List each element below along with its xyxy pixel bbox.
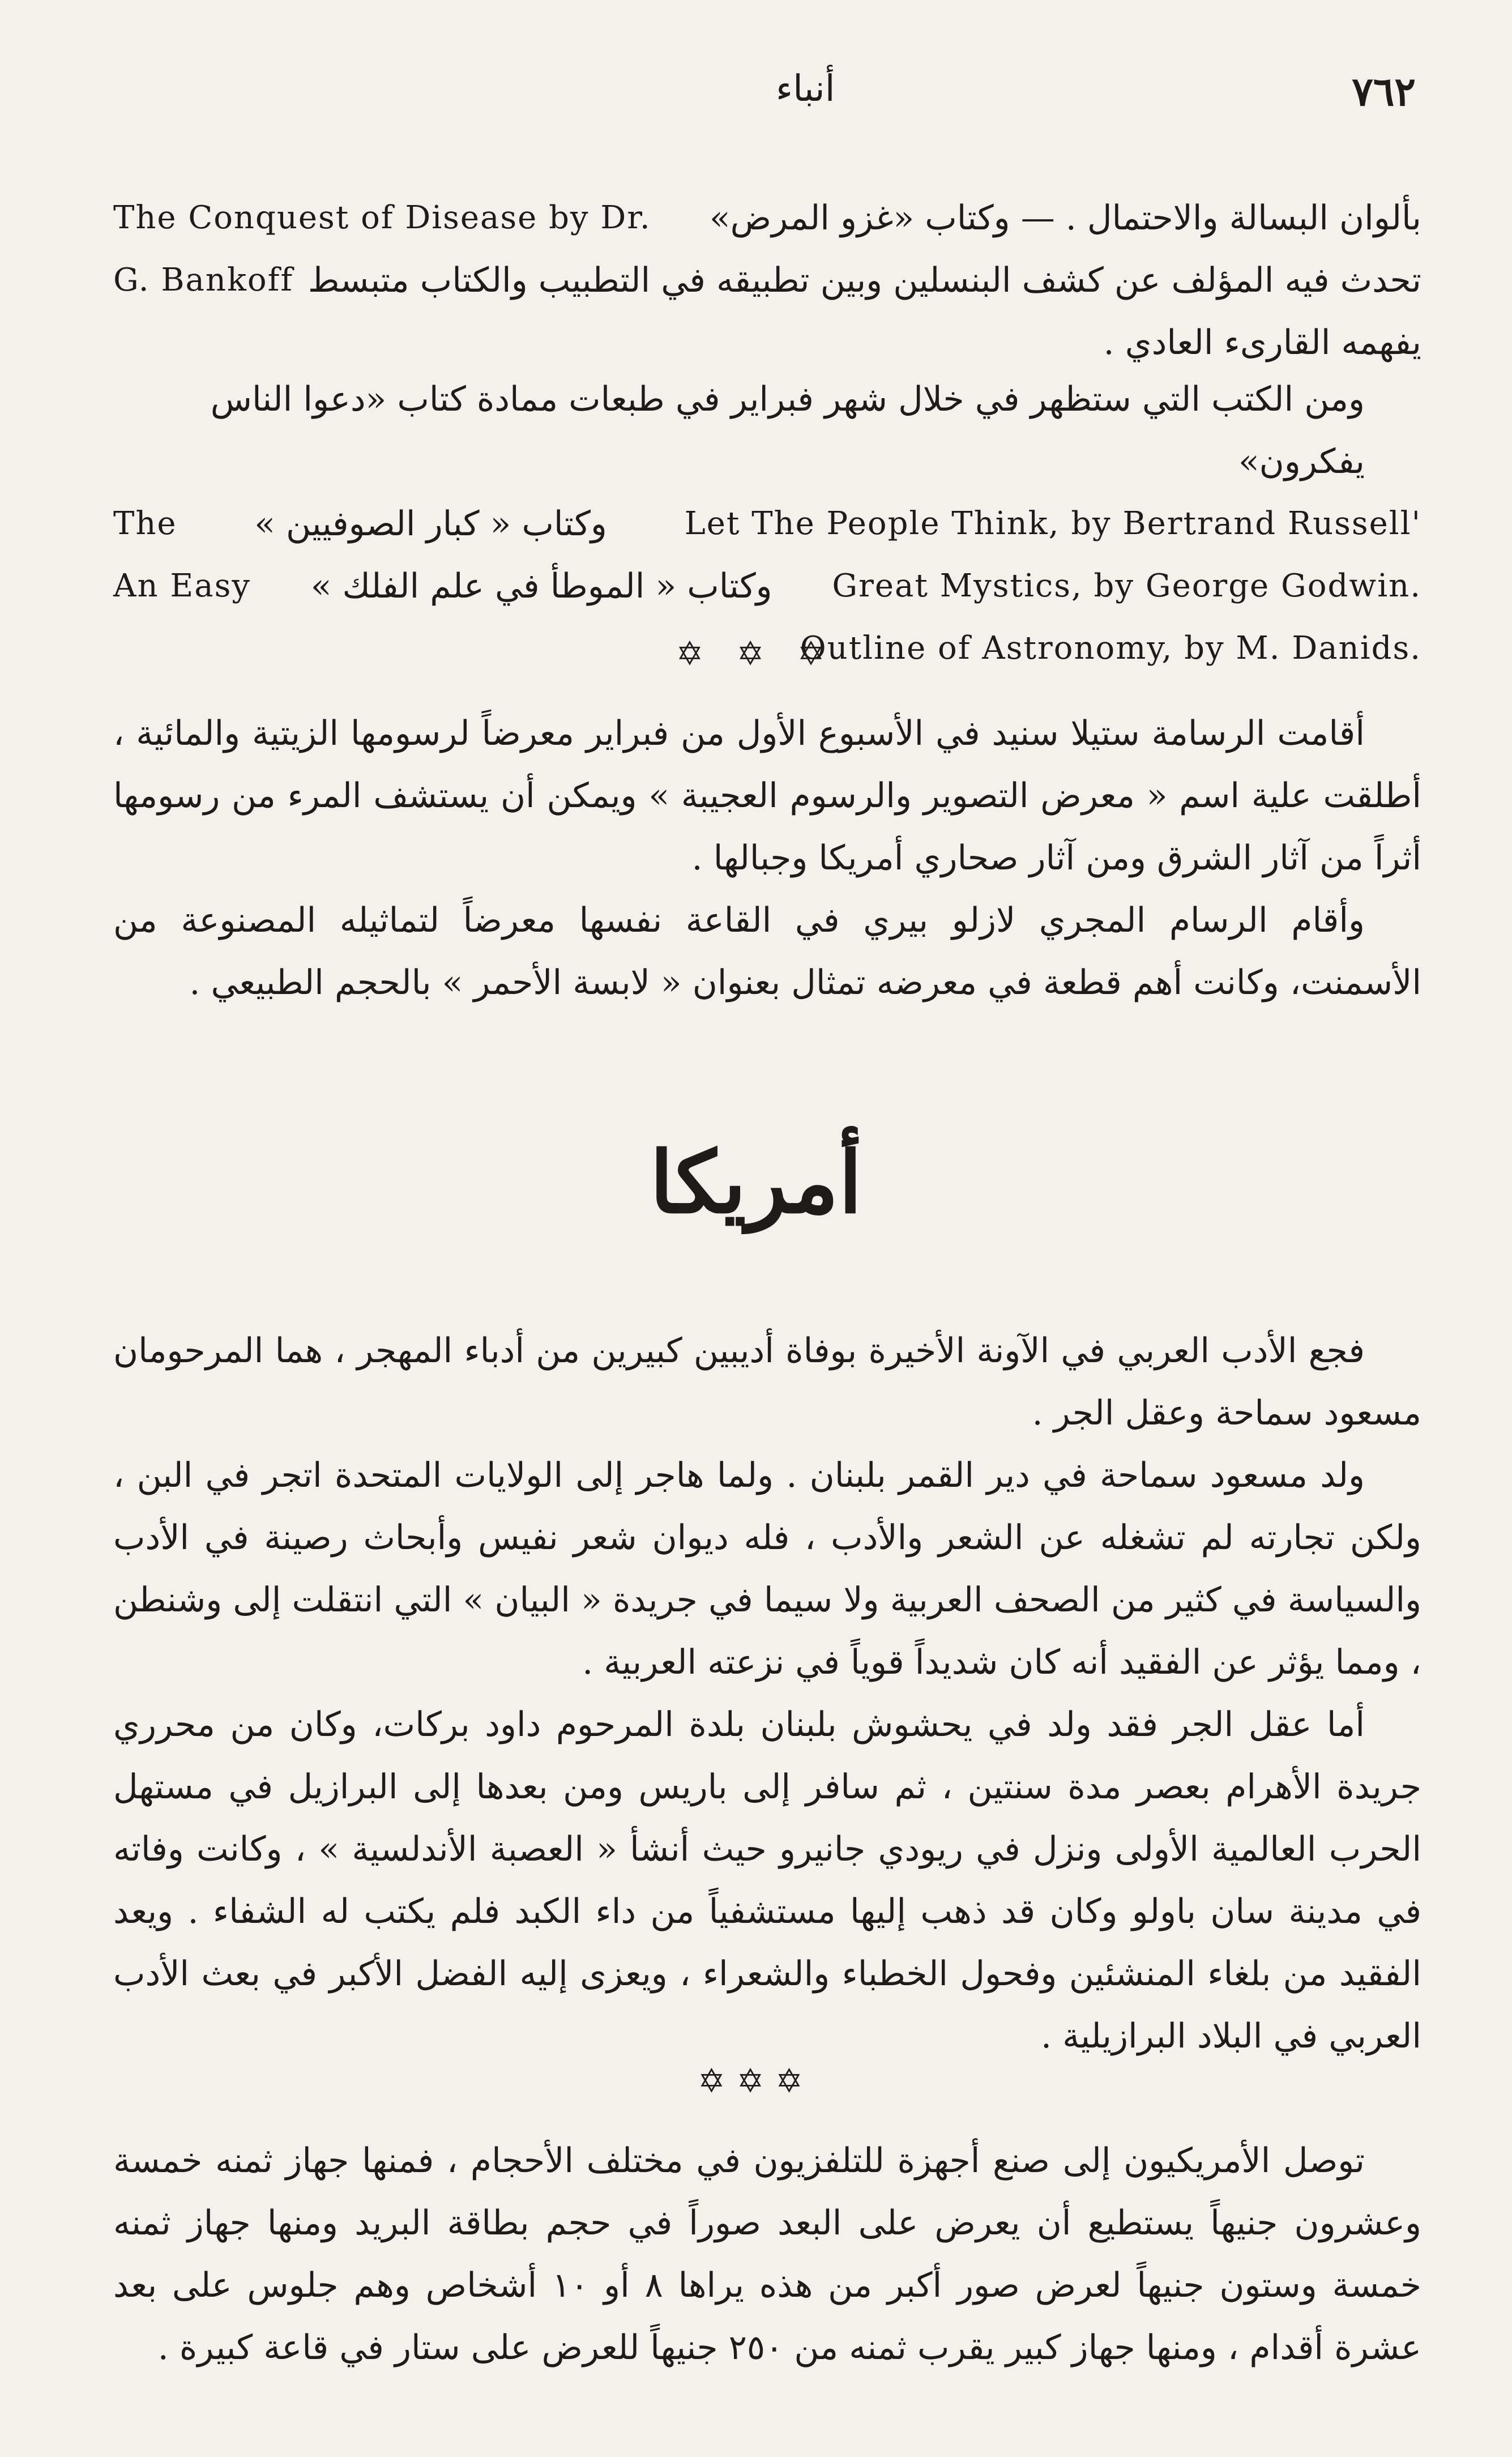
text-line [113, 249, 1421, 312]
arabic-text: وكتاب « الموطأ في علم الفلك » [310, 566, 772, 606]
paragraph: وأقام الرسام المجري لازلو بيري في القاعة نفسها معرضاً لتماثيله المصنوعة من الأسمنت، وكانت أهم قطعة في معرضه تمثال بعنوان « لابسة الأحمر » بالحجم الطبيعي . [113, 901, 1421, 1003]
paragraph: ولد مسعود سماحة في دير القمر بلبنان . ولما هاجر إلى الولايات المتحدة اتجر في البن ، ولكن تجارته لم تشغله عن الشعر والأدب ، فله ديوان شعر نفيس وأبحاث رصينة في الأدب والسياسة في كثير من الصحف العربية ولا سيما في جريدة « البيان » التي انتقلت إلى وشنطن ، ومما يؤثر عن الفقيد أنه كان شديداً قوياً في نزعته العربية . [113, 1456, 1421, 1682]
english-title: The [113, 505, 177, 542]
running-title: أنباء [776, 68, 835, 110]
television-block [113, 2130, 1421, 2379]
english-title: The Conquest of Disease by Dr. [113, 199, 651, 236]
paragraph: فجع الأدب العربي في الآونة الأخيرة بوفاة أديبين كبيرين من أدباء المهجر ، هما المرحومان مسعود سماحة وعقل الجر . [113, 1331, 1421, 1433]
arabic-text: يفهمه القارىء العادي . [1103, 323, 1421, 362]
text-line [113, 312, 1421, 374]
english-title: An Easy [113, 568, 251, 604]
exhibitions-block [113, 702, 1421, 1014]
text-line [113, 368, 1421, 493]
arabic-text: تحدث فيه المؤلف عن كشف البنسلين وبين تطبيقه في التطبيب والكتاب متبسط [307, 261, 1421, 300]
america-news-block [113, 1320, 1421, 2067]
paragraph: أما عقل الجر فقد ولد في يحشوش بلبنان بلدة المرحوم داود بركات، وكان من محرري جريدة الأهرام بعصر مدة سنتين ، ثم سافر إلى باريس ومن بعدها إلى البرازيل في مستهل الحرب العالمية الأولى ونزل في ريودي جانيرو حيث أنشأ « العصبة الأندلسية » ، وكانت وفاته في مدينة سان باولو وكان قد ذهب إليها مستشفياً من داء الكبد فلم يكتب له الشفاء . ويعد الفقيد من بلغاء المنشئين وفحول الخطباء والشعراء ، ويعزى إليه الفضل الأكبر في بعث الأدب العربي في البلاد البرازيلية . [113, 1705, 1421, 2056]
text-line [113, 187, 1421, 249]
english-title: Great Mystics, by George Godwin. [832, 568, 1421, 604]
text-line [113, 493, 1421, 555]
upcoming-books-block [113, 368, 1421, 680]
section-separator: ✡✡✡ [698, 2062, 814, 2100]
english-title: Outline of Astronomy, by M. Danids. [800, 630, 1421, 667]
english-title: Let The People Think, by Bertrand Russell' [684, 505, 1421, 542]
text-line [113, 555, 1421, 617]
book-notice-block [113, 187, 1421, 374]
arabic-text: بألوان البسالة والاحتمال . — وكتاب «غزو المرض» [709, 198, 1421, 238]
page-number: ٧٦٢ [1352, 68, 1416, 115]
arabic-text: ومن الكتب التي ستظهر في خلال شهر فبراير في طبعات ممادة كتاب «دعوا الناس يفكرون» [210, 379, 1365, 481]
page-header [119, 68, 1416, 130]
paragraph: توصل الأمريكيون إلى صنع أجهزة للتلفزيون في مختلف الأحجام ، فمنها جهاز ثمنه خمسة وعشرون جنيهاً يستطيع أن يعرض على البعد صوراً في حجم بطاقة البريد ومنها جهاز ثمنه خمسة وستون جنيهاً لعرض صور أكبر من هذه يراها ٨ أو ١٠ أشخاص وهم جلوس على بعد عشرة أقدام ، ومنها جهاز كبير يقرب ثمنه من ٢٥٠ جنيهاً للعرض على ستار في قاعة كبيرة . [113, 2141, 1421, 2368]
section-separator: ✡ ✡ ✡ [676, 634, 836, 673]
arabic-text: وكتاب « كبار الصوفيين » [254, 504, 607, 544]
english-author: G. Bankoff [113, 262, 294, 298]
paragraph: أقامت الرسامة ستيلا سنيد في الأسبوع الأول من فبراير معرضاً لرسومها الزيتية والمائية ، أطلقت علية اسم « معرض التصوير والرسوم العجيبة » ويمكن أن يستشف المرء من رسومها أثراً من آثار الشرق ومن آثار صحاري أمريكا وجبالها . [113, 714, 1421, 878]
section-heading: أمريكا [650, 1133, 862, 1232]
